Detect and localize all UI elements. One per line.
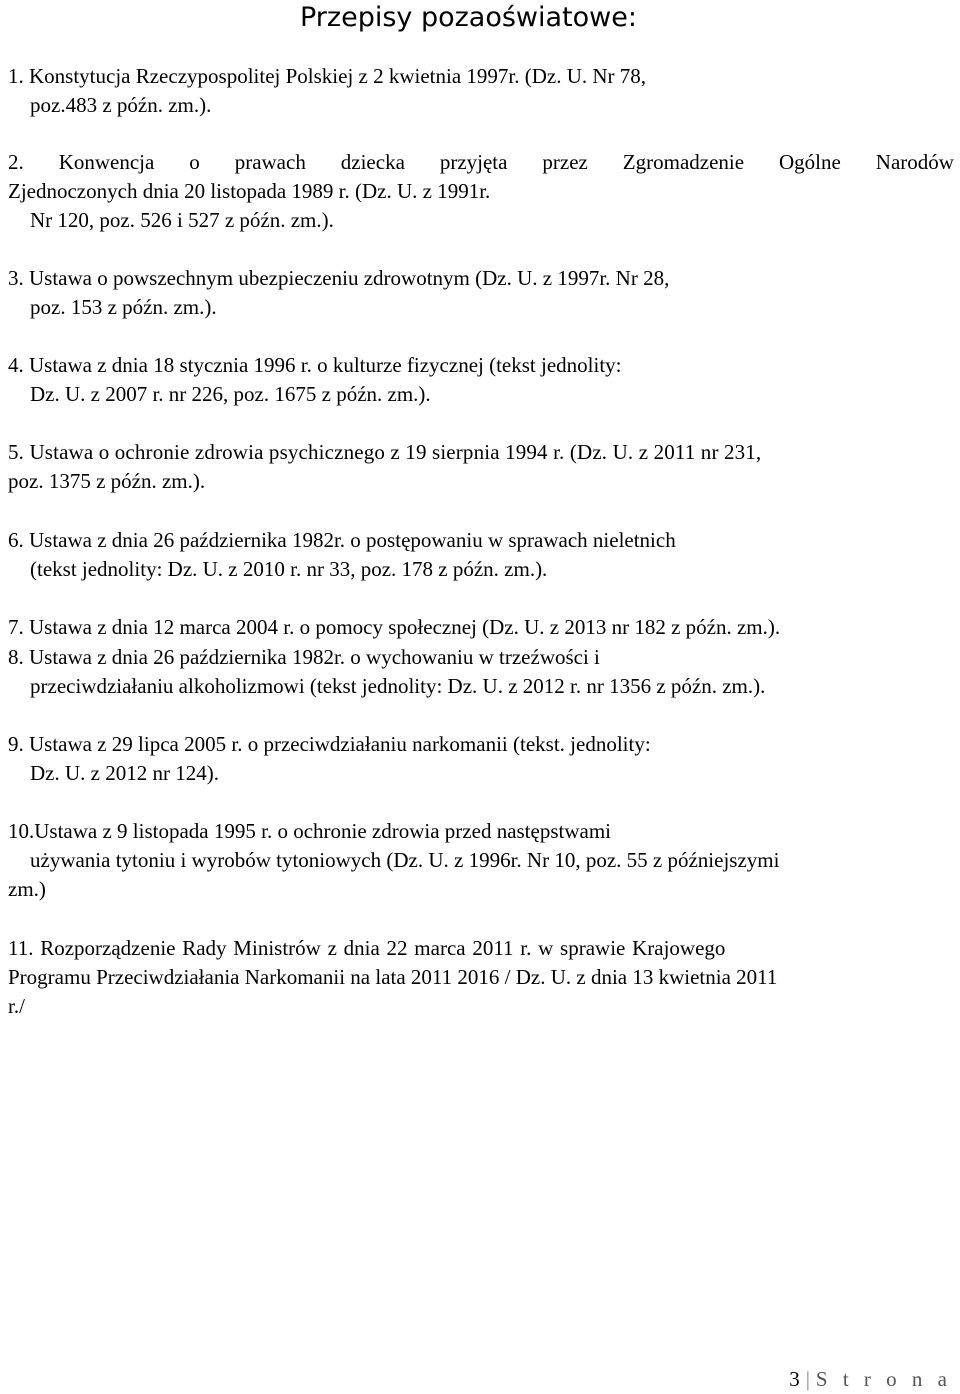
item-11-line-3: r./ [8,994,25,1018]
page-label: S t r o n a [815,1367,952,1391]
item-6-line-1: 6. Ustawa z dnia 26 października 1982r. o postępowaniu w sprawach nieletnich [8,528,676,552]
item-2-line-3: Nr 120, poz. 526 i 527 z późn. zm.). [30,208,334,232]
item-11-line-2: Programu Przeciwdziałania Narkomanii na lata 2011 2016 / Dz. U. z dnia 13 kwietnia 2011 [8,965,778,989]
page-footer [789,1364,952,1394]
item-5-line-2: poz. 1375 z późn. zm.). [8,469,206,493]
item-9-line-2: Dz. U. z 2012 nr 124). [30,761,219,785]
item-10-line-2: używania tytoniu i wyrobów tytoniowych (Dz. U. z 1996r. Nr 10, poz. 55 z późniejszymi [30,848,780,872]
item-10-line-1: 10.Ustawa z 9 listopada 1995 r. o ochronie zdrowia przed następstwami [8,819,612,843]
item-10-line-3: zm.) [8,877,46,901]
item-5-line-1: 5. Ustawa o ochronie zdrowia psychicznego z 19 sierpnia 1994 r. (Dz. U. z 2011 nr 231, [8,440,762,464]
item-3-line-1: 3. Ustawa o powszechnym ubezpieczeniu zdrowotnym (Dz. U. z 1997r. Nr 28, [8,266,670,290]
page-number: 3 [789,1367,800,1391]
footer-separator: | [805,1367,810,1391]
item-1-line-2: poz.483 z późn. zm.). [30,93,212,117]
item-4-line-2: Dz. U. z 2007 r. nr 226, poz. 1675 z późn. zm.). [30,382,431,406]
page-heading: Przepisy pozaoświatowe: [300,2,637,33]
item-4-line-1: 4. Ustawa z dnia 18 stycznia 1996 r. o kulturze fizycznej (tekst jednolity: [8,353,622,377]
item-6-line-2: (tekst jednolity: Dz. U. z 2010 r. nr 33, poz. 178 z późn. zm.). [30,557,548,581]
item-1-line-1: 1. Konstytucja Rzeczypospolitej Polskiej z 2 kwietnia 1997r. (Dz. U. Nr 78, [8,64,647,88]
item-2-line-1: 2. Konwencja o prawach dziecka przyjęta przez Zgromadzenie Ogólne Narodów [8,150,954,174]
item-11-line-1: 11. Rozporządzenie Rady Ministrów z dnia 22 marca 2011 r. w sprawie Krajowego [8,936,726,960]
item-2-line-2: Zjednoczonych dnia 20 listopada 1989 r. (Dz. U. z 1991r. [8,179,491,203]
item-8-line-2: przeciwdziałaniu alkoholizmowi (tekst jednolity: Dz. U. z 2012 r. nr 1356 z późn. zm.). [30,674,766,698]
item-3-line-2: poz. 153 z późn. zm.). [30,295,217,319]
item-8-line-1: 8. Ustawa z dnia 26 października 1982r. o wychowaniu w trzeźwości i [8,645,600,669]
item-7-line-1: 7. Ustawa z dnia 12 marca 2004 r. o pomocy społecznej (Dz. U. z 2013 nr 182 z późn. zm.). [8,615,781,639]
item-9-line-1: 9. Ustawa z 29 lipca 2005 r. o przeciwdziałaniu narkomanii (tekst. jednolity: [8,732,651,756]
